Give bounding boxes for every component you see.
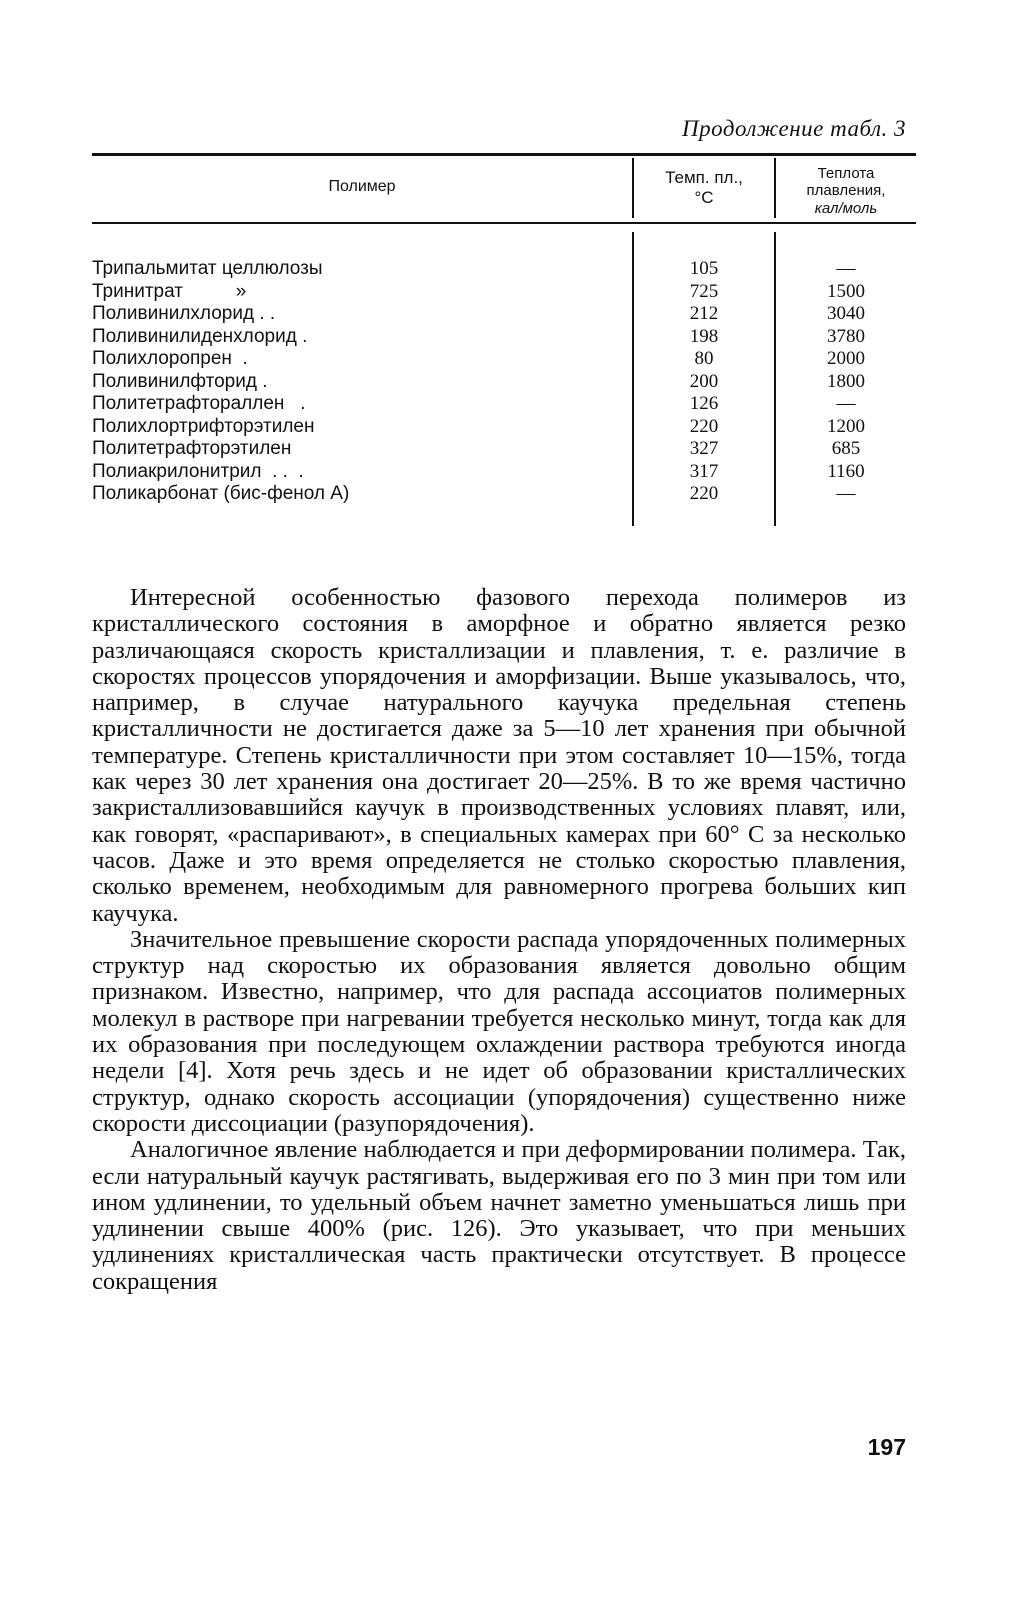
polymer-name: Полихлоропрен . — [92, 348, 248, 369]
polymer-name: Полиакрилонитрил . . . — [92, 460, 304, 482]
header-melting-temp — [636, 168, 772, 207]
melting-temp: 317 — [689, 460, 719, 482]
polymer-name: Полихлортрифторэтилен — [92, 415, 315, 437]
header-heat-line3: кал/моль — [814, 199, 878, 217]
heat-of-fusion: 1800 — [827, 370, 865, 392]
melting-temp: 80 — [694, 348, 714, 369]
heat-of-fusion: 2000 — [827, 348, 865, 369]
heat-of-fusion: — — [836, 483, 856, 504]
polymer-name: Политетрафтораллен . — [92, 393, 306, 414]
header-heat-of-fusion — [776, 165, 916, 217]
body-text — [92, 585, 906, 1295]
heat-of-fusion: 1160 — [827, 460, 865, 482]
melting-temp: 198 — [689, 325, 719, 347]
heat-of-fusion: — — [836, 258, 856, 279]
polymer-name: Поливинилхлорид . . — [92, 303, 276, 324]
table-row — [92, 326, 916, 349]
melting-temp: 126 — [689, 393, 719, 414]
polymer-name: Поливинилфторид . — [92, 370, 268, 392]
paragraph-3: Аналогичное явление наблюдается и при деформировании полимера. Так, если натуральный каучук растягивать, выдерживая его по 3 мин при том или ином удлинении, то удельный объем начнет заметно уменьшаться лишь при удлинении свыше 400% (рис. 126). Это указывает, что при меньших удлинениях кристаллическая часть практически отсутствует. В процессе сокращения — [92, 1136, 906, 1295]
melting-temp: 725 — [689, 280, 719, 302]
heat-of-fusion: — — [836, 393, 856, 414]
table-row — [92, 281, 916, 304]
heat-of-fusion: 1200 — [827, 415, 865, 437]
table-row — [92, 461, 916, 484]
polymer-name: Трипальмитат целлюлозы — [92, 258, 323, 279]
heat-of-fusion: 3040 — [827, 303, 865, 324]
polymer-name: Поликарбонат (бис-фенол А) — [92, 483, 350, 504]
header-separator-1 — [632, 158, 634, 218]
paragraph-2: Значительное превышение скорости распада упорядоченных полимерных структур над скоростью их образования является довольно общим признаком. Известно, например, что для распада ассоциатов полимерных молекул в растворе при нагревании требуется несколько минут, тогда как для их образования при последующем охлаждении раствора требуются иногда недели [4]. Хотя речь здесь и не идет об образовании кристаллических структур, однако скорость ассоциации (упорядочения) существенно ниже скорости диссоциации (разупорядочения). — [92, 925, 906, 1137]
table-row — [92, 438, 916, 461]
melting-temp: 220 — [689, 415, 719, 437]
polymer-name: Тринитрат » — [92, 280, 247, 302]
polymer-name: Поливинилиденхлорид . — [92, 325, 308, 347]
heat-of-fusion: 685 — [831, 438, 861, 459]
melting-temp: 212 — [689, 303, 719, 324]
header-heat-line2: плавления, — [806, 182, 886, 200]
table-row — [92, 483, 916, 506]
heat-of-fusion: 1500 — [827, 280, 865, 302]
header-temp-line1: Темп. пл., — [665, 168, 743, 187]
melting-temp: 200 — [689, 370, 719, 392]
melting-temp: 105 — [689, 258, 719, 279]
melting-temp: 327 — [689, 438, 719, 459]
page-number: 197 — [867, 1434, 906, 1460]
table-caption: Продолжение табл. 3 — [682, 116, 906, 141]
table-row — [92, 303, 916, 326]
table-body — [92, 258, 916, 506]
table-row — [92, 348, 916, 371]
table-row — [92, 371, 916, 394]
table-row — [92, 258, 916, 281]
header-heat-line1: Теплота — [817, 165, 875, 182]
paragraph-1: Интересной особенностью фазового перехода полимеров из кристаллического состояния в аморфное и обратно является резко различающаяся скорость кристаллизации и плавления, т. е. различие в скоростях процессов упорядочения и аморфизации. Выше указывалось, что, например, в случае натурального каучука предельная степень кристалличности не достигается даже за 5—10 лет хранения при обычной температуре. Степень кристалличности при этом составляет 10—15%, тогда как через 30 лет хранения она достигает 20—25%. В то же время частично закристаллизовавшийся каучук в производственных условиях плавят, или, как говорят, «распаривают», в специальных камерах при 60° С за несколько часов. Даже и это время определяется не столько скоростью плавления, сколько временем, необходимым для равномерного прогрева больших кип каучука. — [92, 584, 906, 927]
table-row — [92, 393, 916, 416]
polymer-name: Политетрафторэтилен — [92, 438, 292, 459]
header-polymer: Полимер — [328, 178, 396, 195]
table-header-rule — [92, 222, 916, 224]
table-top-rule — [92, 153, 916, 156]
header-temp-line2: °С — [694, 187, 714, 207]
melting-temp: 220 — [689, 483, 719, 504]
table-row — [92, 416, 916, 439]
heat-of-fusion: 3780 — [827, 325, 865, 347]
